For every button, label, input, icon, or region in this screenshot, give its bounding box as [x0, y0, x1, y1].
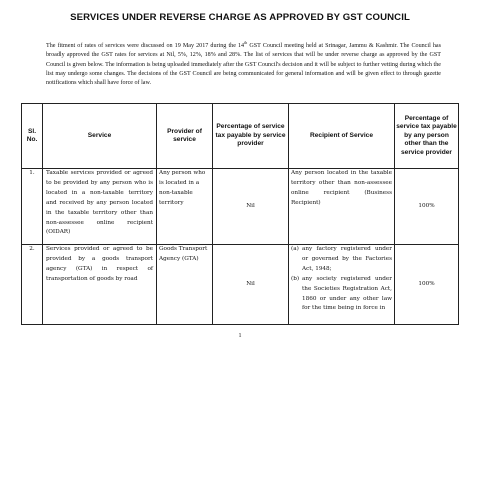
cell-pct-other: 100% — [395, 169, 459, 245]
header-service: Service — [43, 104, 157, 169]
header-recipient: Recipient of Service — [289, 104, 395, 169]
header-sl-no: Sl. No. — [22, 104, 43, 169]
recipient-list-item — [291, 275, 392, 315]
recipient-item-label: (a) — [291, 246, 299, 252]
header-pct-other: Percentage of service tax payable by any person other than the service provider — [395, 104, 459, 169]
cell-pct-provider: Nil — [213, 245, 289, 325]
recipient-item-label: (b) — [291, 275, 300, 282]
recipient-item-text: any factory registered under or governed by the Factories Act, 1948; — [302, 246, 392, 272]
intro-text-end: GST Council meeting held at Srinagar, Jammu & Kashmir. The Council has broadly approved the GST rates for services at Nil, 5%, 12%, 18% and 28%. The list of services that will be under reverse charge as approved by the GST Council is given below. The information is being uploaded immediately after the GST Council's decision and it will be subject to further vetting during which the list may undergo some changes. The decisions of the GST Council are being communicated for general information and will be given effect to through gazette notifications which shall have force of law. — [46, 43, 442, 87]
cell-sl-no: 1. — [22, 169, 43, 245]
cell-sl-no: 2. — [22, 245, 43, 325]
table-header-row — [22, 104, 459, 169]
table-row — [22, 169, 459, 245]
header-pct-provider: Percentage of service tax payable by service provider — [213, 104, 289, 169]
cell-provider: Goods Transport Agency (GTA) — [157, 245, 213, 325]
cell-provider: Any person who is located in a non-taxable territory — [157, 169, 213, 245]
page-number: 1 — [238, 333, 242, 339]
cell-pct-other: 100% — [395, 245, 459, 325]
cell-service: Services provided or agreed to be provided by a goods transport agency (GTA) in respect of transportation of goods by road — [43, 245, 157, 325]
table-row — [22, 245, 459, 325]
cell-recipient: Any person located in the taxable territory other than non-assessee online recipient (Business Recipient) — [289, 169, 395, 245]
recipient-list-item — [291, 245, 392, 275]
intro-superscript: th — [244, 39, 248, 45]
cell-recipient — [289, 245, 395, 325]
intro-text-start: The fitment of rates of services were discussed on 19 May 2017 during the 14 — [46, 43, 245, 49]
intro-paragraph — [46, 39, 442, 89]
recipient-item-text: any society registered under the Societies Registration Act, 1860 or under any other law for the time being in force in — [302, 275, 392, 312]
document-title: SERVICES UNDER REVERSE CHARGE AS APPROVED BY GST COUNCIL — [70, 12, 410, 23]
reverse-charge-table — [21, 103, 459, 325]
header-provider: Provider of service — [157, 104, 213, 169]
cell-pct-provider: Nil — [213, 169, 289, 245]
cell-service: Taxable services provided or agreed to be provided by any person who is located in a non-taxable territory and received by any person located in the taxable territory other than non-assessee online recipient (OIDAR) — [43, 169, 157, 245]
